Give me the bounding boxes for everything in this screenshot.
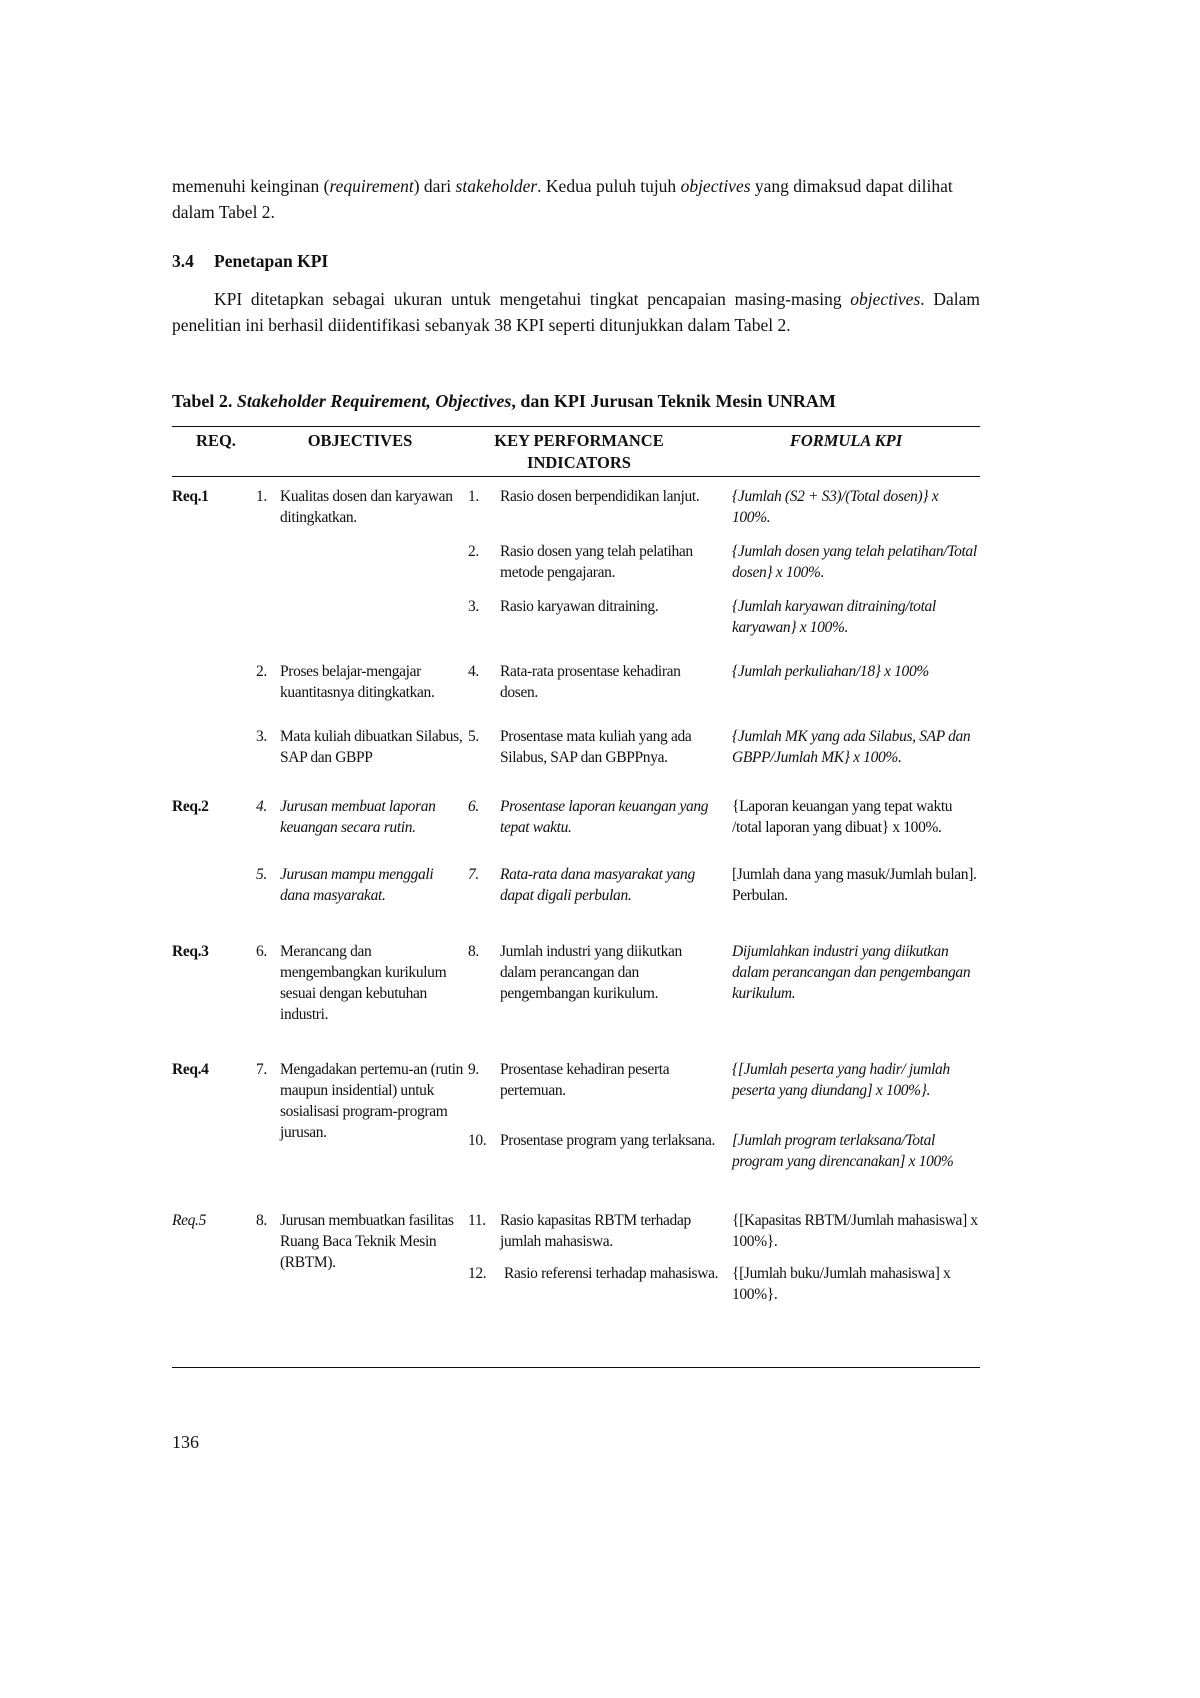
kpi-formula: {Jumlah perkuliahan/18} x 100% [732,663,929,680]
text-run-italic: objectives [680,176,751,196]
kpi-text: Jumlah industri yang diikutkan dalam perancangan dan pengembangan kurikulum. [500,943,682,1002]
objective-text: Merancang dan mengembangkan kurikulum sesuai dengan kebutuhan industri. [280,943,447,1023]
text-run-italic: objectives [850,289,921,309]
objective-number: 2. [256,663,267,680]
kpi-number: 2. [468,543,479,560]
kpi-formula: {[Jumlah peserta yang hadir/ jumlah peserta yang diundang] x 100%}. [732,1061,950,1099]
objective-number: 4. [256,798,267,815]
kpi-number: 4. [468,663,479,680]
kpi-text: Prosentase mata kuliah yang ada Silabus, SAP dan GBPPnya. [500,728,692,766]
objective-text: Jurusan membuat laporan keuangan secara rutin. [280,798,436,836]
objective-number: 3. [256,728,267,745]
kpi-text: Rata-rata dana masyarakat yang dapat digali perbulan. [500,866,695,904]
kpi-number: 1. [468,488,479,505]
objective-number: 5. [256,866,267,883]
table-top-rule [172,426,980,427]
header-kpi-line2: INDICATORS [527,453,631,472]
kpi-formula: {[Jumlah buku/Jumlah mahasiswa] x 100%}. [732,1265,951,1303]
table-caption [172,391,836,412]
objective-number: 6. [256,943,267,960]
table-header-rule [172,476,980,477]
req-label: Req.3 [172,943,209,960]
text-run: . Kedua puluh tujuh [537,176,681,196]
kpi-number: 9. [468,1061,479,1078]
kpi-number: 8. [468,943,479,960]
req-label: Req.4 [172,1061,209,1078]
objective-text: Jurusan membuatkan fasilitas Ruang Baca Teknik Mesin (RBTM). [280,1212,454,1271]
kpi-text: Rasio dosen berpendidikan lanjut. [500,488,700,505]
kpi-formula: {Laporan keuangan yang tepat waktu /total laporan yang dibuat} x 100%. [732,798,953,836]
kpi-number: 11. [468,1212,486,1229]
kpi-formula: {[Kapasitas RBTM/Jumlah mahasiswa] x 100%}. [732,1212,978,1250]
kpi-number: 6. [468,798,479,815]
objective-text: Mata kuliah dibuatkan Silabus, SAP dan GBPP [280,728,463,766]
caption-italic: Stakeholder Requirement, Objectives [236,391,512,411]
text-run: yang dimaksud dapat dilihat dalam Tabel 2. [172,176,953,222]
objective-text: Kualitas dosen dan karyawan ditingkatkan. [280,488,453,526]
table-bottom-rule [172,1367,980,1368]
kpi-formula: {Jumlah MK yang ada Silabus, SAP dan GBPP/Jumlah MK} x 100%. [732,728,971,766]
req-label: Req.2 [172,798,209,815]
header-formula: FORMULA KPI [789,431,903,450]
req-label: Req.1 [172,488,209,505]
req-label: Req.5 [172,1212,206,1229]
objective-number: 1. [256,488,267,505]
objective-text: Proses belajar-mengajar kuantitasnya ditingkatkan. [280,663,435,701]
kpi-formula: {Jumlah (S2 + S3)/(Total dosen)} x 100%. [732,488,939,526]
section-title: Penetapan KPI [214,251,329,271]
kpi-formula: {Jumlah karyawan ditraining/total karyawan} x 100%. [732,598,936,636]
kpi-formula: [Jumlah dana yang masuk/Jumlah bulan]. Perbulan. [732,866,977,904]
objective-text: Mengadakan pertemu-an (rutin maupun insidential) untuk sosialisasi program-program jurusan. [280,1061,464,1141]
kpi-text: Prosentase laporan keuangan yang tepat waktu. [500,798,709,836]
kpi-text: Rata-rata prosentase kehadiran dosen. [500,663,681,701]
text-run: . Dalam penelitian ini berhasil diidentifikasi sebanyak 38 KPI seperti ditunjukkan dalam Tabel 2. [172,289,980,335]
header-objectives: OBJECTIVES [307,431,413,450]
kpi-text: Prosentase program yang terlaksana. [500,1132,716,1149]
kpi-number: 3. [468,598,479,615]
caption-label: Tabel 2. [172,391,237,411]
kpi-number: 7. [468,866,479,883]
objective-text: Jurusan mampu menggali dana masyarakat. [280,866,434,904]
kpi-text: Rasio karyawan ditraining. [500,598,659,615]
header-kpi-line1: KEY PERFORMANCE [494,431,664,450]
header-req: REQ. [196,431,236,450]
kpi-text: Rasio kapasitas RBTM terhadap jumlah mahasiswa. [500,1212,691,1250]
kpi-formula: {Jumlah dosen yang telah pelatihan/Total dosen} x 100%. [732,543,977,581]
kpi-formula: [Jumlah program terlaksana/Total program yang direncanakan] x 100% [732,1132,954,1170]
kpi-number: 10. [468,1132,487,1149]
header-kpi [464,430,694,474]
objective-number: 8. [256,1212,267,1229]
page-number: 136 [172,1432,199,1452]
kpi-number: 12. [468,1265,487,1282]
text-run: KPI ditetapkan sebagai ukuran untuk mengetahui tingkat pencapaian masing-masing [214,289,851,309]
kpi-text: Rasio dosen yang telah pelatihan metode pengajaran. [500,543,693,581]
caption-rest: , dan KPI Jurusan Teknik Mesin UNRAM [511,391,836,411]
kpi-number: 5. [468,728,479,745]
kpi-text: Rasio referensi terhadap mahasiswa. [504,1265,719,1282]
text-run: memenuhi keinginan ( [172,176,330,196]
objective-number: 7. [256,1061,267,1078]
kpi-paragraph [172,286,980,338]
kpi-formula: Dijumlahkan industri yang diikutkan dalam perancangan dan pengembangan kurikulum. [732,943,971,1002]
kpi-text: Prosentase kehadiran peserta pertemuan. [500,1061,670,1099]
table-header [172,430,980,474]
text-run-italic: stakeholder [455,176,538,196]
section-number: 3.4 [172,251,194,271]
text-run: ) dari [413,176,456,196]
section-heading [172,251,328,272]
text-run-italic: requirement [329,176,414,196]
intro-paragraph [172,173,980,225]
